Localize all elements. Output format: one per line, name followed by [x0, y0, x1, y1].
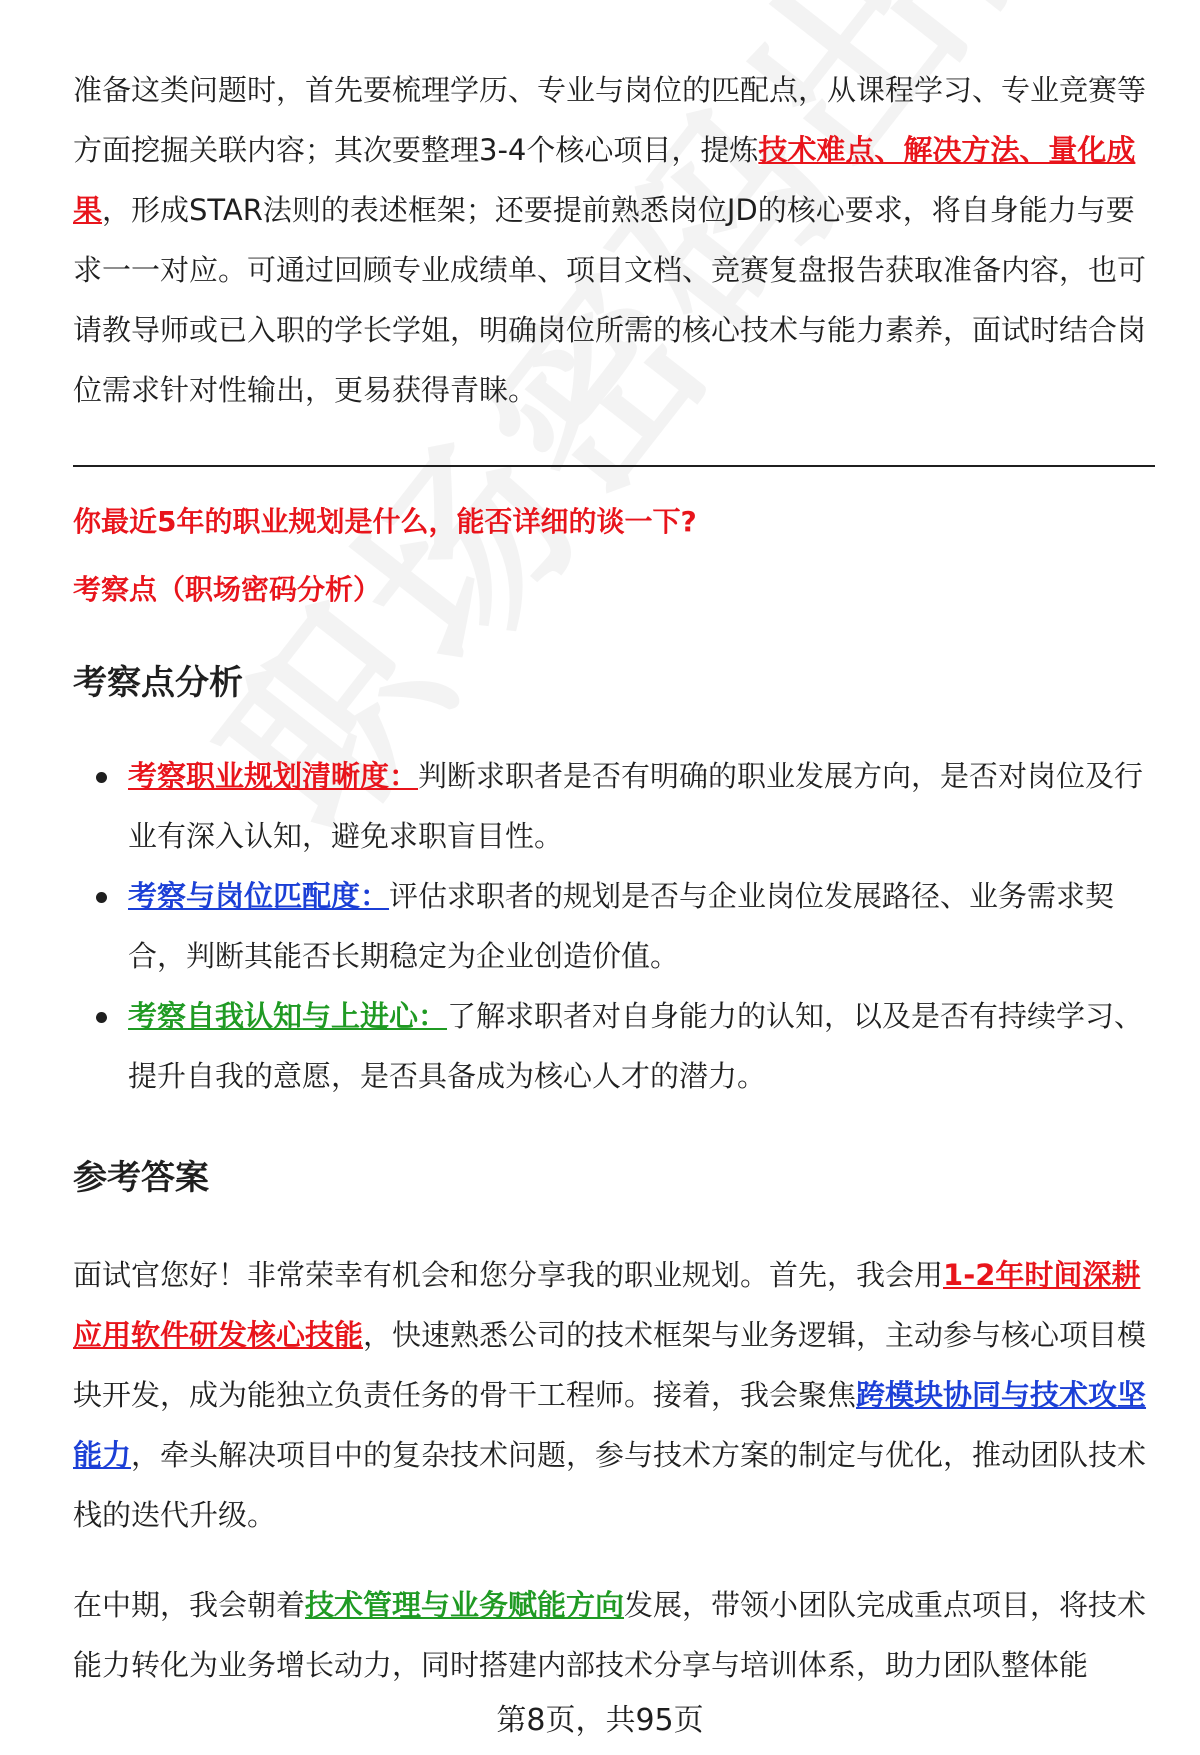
answer-paragraph-1 [73, 1245, 1148, 1545]
answer-highlight-blue: 跨模块协同与技术攻坚能力 [73, 1378, 1147, 1472]
answer-heading: 参考答案 [73, 1158, 209, 1198]
answer-text: 在中期，我会朝着 [73, 1588, 306, 1622]
answer-text: 发展，带领小团队完成重点项目，将技术能力转化为业务增长动力，同时搭建内部技术分享与培训体系，助力团队整体能 [73, 1588, 1147, 1682]
analysis-item-label: 考察职业规划清晰度： [128, 759, 419, 793]
answer-highlight-green: 技术管理与业务赋能方向 [305, 1588, 625, 1622]
analysis-item-text: 评估求职者的规划是否与企业岗位发展路径、业务需求契合，判断其能否长期稳定为企业创造价值。 [128, 879, 1115, 973]
question-title: 你最近5年的职业规划是什么，能否详细的谈一下? [73, 505, 697, 538]
analysis-item-label: 考察自我认知与上进心： [128, 999, 448, 1033]
section-divider [73, 465, 1155, 467]
answer-text: 面试官您好！非常荣幸有机会和您分享我的职业规划。首先，我会用 [73, 1258, 944, 1292]
list-item [73, 746, 1153, 866]
analysis-item-text: 判断求职者是否有明确的职业发展方向，是否对岗位及行业有深入认知，避免求职盲目性。 [128, 759, 1144, 853]
list-item [73, 866, 1153, 986]
analysis-item-text: 了解求职者对自身能力的认知，以及是否有持续学习、提升自我的意愿，是否具备成为核心人才的潜力。 [128, 999, 1144, 1093]
prep-highlight: 技术难点、解决方法、量化成果 [73, 133, 1136, 227]
answer-highlight-red: 1-2年时间深耕应用软件研发核心技能 [73, 1258, 1141, 1352]
analysis-heading: 考察点分析 [73, 663, 243, 703]
prep-paragraph [73, 60, 1148, 420]
analysis-item-label: 考察与岗位匹配度： [128, 879, 390, 913]
analysis-list [73, 746, 1153, 1106]
prep-text-a: 准备这类问题时，首先要梳理学历、专业与岗位的匹配点，从课程学习、专业竞赛等方面挖掘关联内容；其次要整理3-4个核心项目，提炼 [73, 73, 1147, 167]
focus-label: 考察点（职场密码分析） [73, 573, 382, 606]
answer-text: ，快速熟悉公司的技术框架与业务逻辑，主动参与核心项目模块开发，成为能独立负责任务的骨干工程师。接着，我会聚焦 [73, 1318, 1147, 1412]
list-item [73, 986, 1153, 1106]
answer-text: ，牵头解决项目中的复杂技术问题，参与技术方案的制定与优化，推动团队技术栈的迭代升级。 [73, 1438, 1147, 1532]
answer-paragraph-2 [73, 1575, 1148, 1695]
page-number: 第8页，共95页 [0, 1695, 1200, 1739]
prep-text-c: ，形成STAR法则的表述框架；还要提前熟悉岗位JD的核心要求，将自身能力与要求一一对应。可通过回顾专业成绩单、项目文档、竞赛复盘报告获取准备内容，也可请教导师或已入职的学长学姐，明确岗位所需的核心技术与能力素养，面试时结合岗位需求针对性输出，更易获得青睐。 [73, 193, 1147, 407]
